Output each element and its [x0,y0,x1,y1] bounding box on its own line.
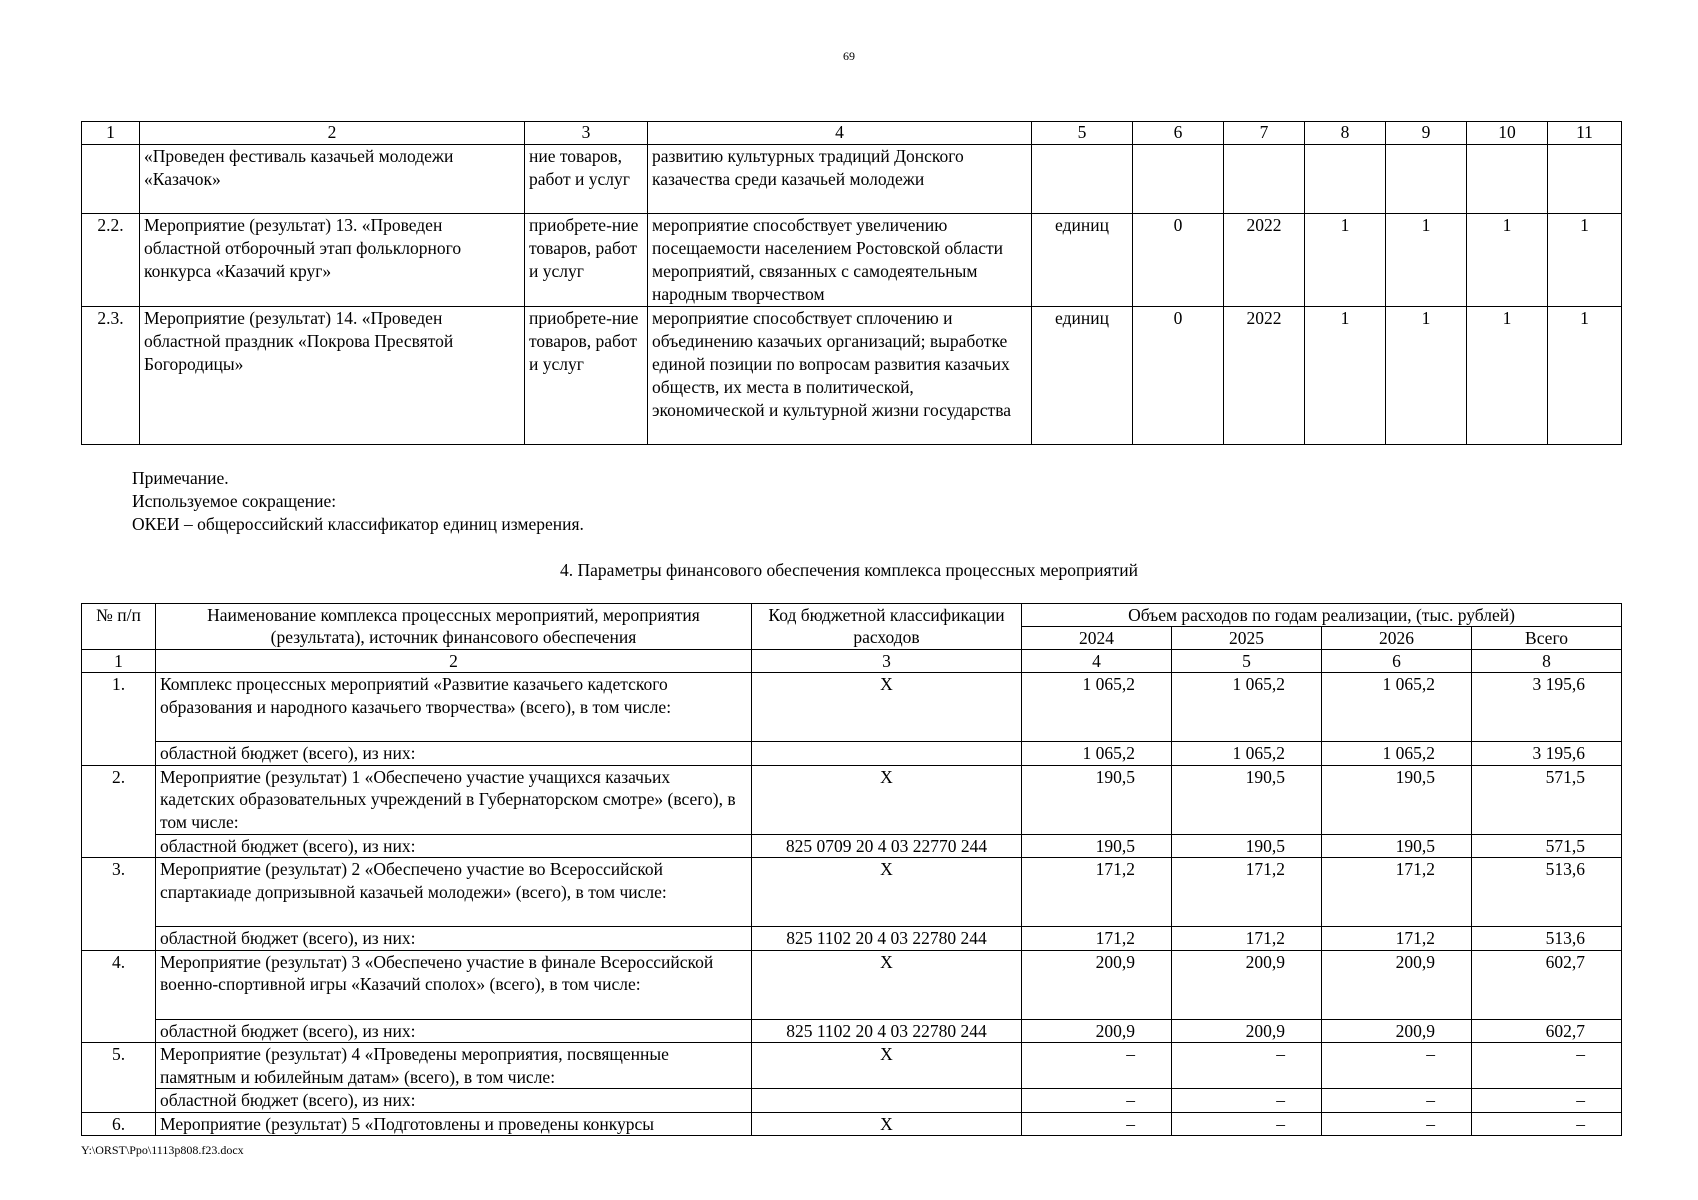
amount-2024: 171,2 [1022,858,1172,927]
row-number: 6. [82,1112,156,1136]
amount-total: 513,6 [1472,927,1622,951]
table-row [82,950,1622,1019]
indicators-table [81,121,1622,445]
note-abbrev-label: Используемое сокращение: [132,491,337,511]
header-year: 2024 [1022,627,1172,650]
amount-total: 571,5 [1472,834,1622,858]
base-year: 2022 [1224,214,1305,307]
value-cell: 1 [1548,214,1622,307]
budget-code: X [752,950,1022,1019]
column-number-row [82,650,1622,673]
col-num: 11 [1548,122,1622,145]
amount-2025: 190,5 [1172,834,1322,858]
table-row [82,307,1622,445]
col-num: 8 [1305,122,1386,145]
amount-2026: – [1322,1089,1472,1113]
base-year: 2022 [1224,307,1305,445]
item-name: Мероприятие (результат) 1 «Обеспечено участие учащихся казачьих кадетских образовательных учреждений в Губернаторском смотре» (всего), в том числе: [156,765,752,834]
row-number: 1. [82,673,156,766]
unit: единиц [1032,307,1133,445]
amount-2024: 200,9 [1022,950,1172,1019]
budget-source-row [82,927,1622,951]
event-name: Мероприятие (результат) 14. «Проведен областной праздник «Покрова Пресвятой Богородицы» [140,307,525,445]
amount-2026: – [1322,1043,1472,1089]
amount-2026: 200,9 [1322,1019,1472,1043]
col-num: 10 [1467,122,1548,145]
budget-source-row [82,742,1622,766]
file-path: Y:\ORST\Ppo\1113p808.f23.docx [81,1143,244,1157]
budget-code: X [752,765,1022,834]
amount-2024: – [1022,1112,1172,1136]
col-num: 6 [1322,650,1472,673]
col-num: 5 [1032,122,1133,145]
amount-total: – [1472,1112,1622,1136]
col-num: 5 [1172,650,1322,673]
amount-2025: – [1172,1112,1322,1136]
amount-2026: – [1322,1112,1472,1136]
source-name: областной бюджет (всего), из них: [156,742,752,766]
source-name: областной бюджет (всего), из них: [156,927,752,951]
amount-2024: 1 065,2 [1022,742,1172,766]
amount-total: – [1472,1043,1622,1089]
row-number: 5. [82,1043,156,1113]
amount-total: 513,6 [1472,858,1622,927]
amount-2025: 171,2 [1172,858,1322,927]
col-num: 3 [525,122,648,145]
source-name: областной бюджет (всего), из них: [156,1089,752,1113]
value-cell [1386,145,1467,214]
item-name: Мероприятие (результат) 4 «Проведены мероприятия, посвященные памятным и юбилейным датам» (всего), в том числе: [156,1043,752,1089]
source-name: областной бюджет (всего), из них: [156,1019,752,1043]
amount-2024: 171,2 [1022,927,1172,951]
row-number: 3. [82,858,156,951]
amount-2024: 190,5 [1022,765,1172,834]
purchase-type: приобрете-ние товаров, работ и услуг [525,307,648,445]
value-cell [1305,145,1386,214]
amount-2024: 1 065,2 [1022,673,1172,742]
table-row [82,145,1622,214]
amount-2025: 200,9 [1172,1019,1322,1043]
amount-2026: 1 065,2 [1322,673,1472,742]
header-row [82,604,1622,627]
table-row [82,858,1622,927]
row-number: 2. [82,765,156,858]
item-name: Мероприятие (результат) 2 «Обеспечено участие во Всероссийской спартакиаде допризывной казачьей молодежи» (всего), в том числе: [156,858,752,927]
value-cell: 1 [1467,307,1548,445]
value-cell: 1 [1548,307,1622,445]
amount-2024: 190,5 [1022,834,1172,858]
amount-2025: 171,2 [1172,927,1322,951]
col-num: 8 [1472,650,1622,673]
budget-code [752,742,1022,766]
budget-code: X [752,1112,1022,1136]
col-num: 4 [648,122,1032,145]
header-year: 2026 [1322,627,1472,650]
col-num: 1 [82,650,156,673]
column-number-row [82,122,1622,145]
event-description: развитию культурных традиций Донского казачества среди казачьей молодежи [648,145,1032,214]
purchase-type: приобрете-ние товаров, работ и услуг [525,214,648,307]
budget-code: 825 0709 20 4 03 22770 244 [752,834,1022,858]
amount-total: 602,7 [1472,950,1622,1019]
amount-2026: 190,5 [1322,765,1472,834]
budget-source-row [82,1019,1622,1043]
amount-total: – [1472,1089,1622,1113]
row-number: 2.3. [82,307,140,445]
budget-code: X [752,858,1022,927]
item-name: Мероприятие (результат) 5 «Подготовлены и проведены конкурсы [156,1112,752,1136]
budget-code: X [752,1043,1022,1089]
col-num: 1 [82,122,140,145]
col-num: 2 [140,122,525,145]
table-row [82,214,1622,307]
unit: единиц [1032,214,1133,307]
amount-2025: 1 065,2 [1172,742,1322,766]
value-cell: 1 [1386,214,1467,307]
col-num: 4 [1022,650,1172,673]
header-total: Всего [1472,627,1622,650]
financing-table [81,603,1622,1136]
amount-2024: – [1022,1089,1172,1113]
amount-2025: – [1172,1089,1322,1113]
value-cell: 1 [1467,214,1548,307]
row-number [82,145,140,214]
amount-2026: 200,9 [1322,950,1472,1019]
col-num: 7 [1224,122,1305,145]
amount-total: 571,5 [1472,765,1622,834]
table-row [82,1112,1622,1136]
event-name: Мероприятие (результат) 13. «Проведен областной отборочный этап фольклорного конкурса «Казачий круг» [140,214,525,307]
note-abbrev-okei: ОКЕИ – общероссийский классификатор единиц измерения. [132,514,584,534]
value-cell: 1 [1305,214,1386,307]
notes [132,467,584,536]
event-description: мероприятие способствует сплочению и объединению казачьих организаций; выработке единой позиции по вопросам развития казачьих обществ, их места в политической, экономической и культурной жизни государства [648,307,1032,445]
row-number: 4. [82,950,156,1043]
header-year: 2025 [1172,627,1322,650]
amount-2026: 171,2 [1322,927,1472,951]
value-cell [1467,145,1548,214]
amount-total: 3 195,6 [1472,673,1622,742]
item-name: Мероприятие (результат) 3 «Обеспечено участие в финале Всероссийской военно-спортивной игры «Казачий сполох» (всего), в том числе: [156,950,752,1019]
col-num: 2 [156,650,752,673]
amount-2026: 171,2 [1322,858,1472,927]
value-cell: 1 [1386,307,1467,445]
budget-source-row [82,1089,1622,1113]
amount-total: 602,7 [1472,1019,1622,1043]
amount-2025: 200,9 [1172,950,1322,1019]
budget-code [752,1089,1022,1113]
page-number: 69 [843,49,855,63]
unit [1032,145,1133,214]
section-title: 4. Параметры финансового обеспечения комплекса процессных мероприятий [560,560,1138,580]
value-cell [1548,145,1622,214]
table-row [82,673,1622,742]
table-row [82,765,1622,834]
source-name: областной бюджет (всего), из них: [156,834,752,858]
base-value: 0 [1133,214,1224,307]
budget-source-row [82,834,1622,858]
budget-code: 825 1102 20 4 03 22780 244 [752,1019,1022,1043]
col-num: 6 [1133,122,1224,145]
base-value: 0 [1133,307,1224,445]
header-name: Наименование комплекса процессных мероприятий, мероприятия (результата), источник финансового обеспечения [156,604,752,650]
base-value [1133,145,1224,214]
amount-total: 3 195,6 [1472,742,1622,766]
note-heading: Примечание. [132,468,229,488]
value-cell: 1 [1305,307,1386,445]
amount-2024: – [1022,1043,1172,1089]
table-row [82,1043,1622,1089]
amount-2026: 1 065,2 [1322,742,1472,766]
item-name: Комплекс процессных мероприятий «Развитие казачьего кадетского образования и народного казачьего творчества» (всего), в том числе: [156,673,752,742]
amount-2025: – [1172,1043,1322,1089]
amount-2025: 1 065,2 [1172,673,1322,742]
col-num: 3 [752,650,1022,673]
event-name: «Проведен фестиваль казачьей молодежи «Казачок» [140,145,525,214]
amount-2024: 200,9 [1022,1019,1172,1043]
amount-2026: 190,5 [1322,834,1472,858]
header-volume: Объем расходов по годам реализации, (тыс. рублей) [1022,604,1622,627]
header-code: Код бюджетной классификации расходов [752,604,1022,650]
base-year [1224,145,1305,214]
row-number: 2.2. [82,214,140,307]
purchase-type: ние товаров, работ и услуг [525,145,648,214]
budget-code: 825 1102 20 4 03 22780 244 [752,927,1022,951]
amount-2025: 190,5 [1172,765,1322,834]
col-num: 9 [1386,122,1467,145]
header-num: № п/п [82,604,156,650]
budget-code: X [752,673,1022,742]
event-description: мероприятие способствует увеличению посещаемости населением Ростовской области мероприятий, связанных с самодеятельным народным творчеством [648,214,1032,307]
